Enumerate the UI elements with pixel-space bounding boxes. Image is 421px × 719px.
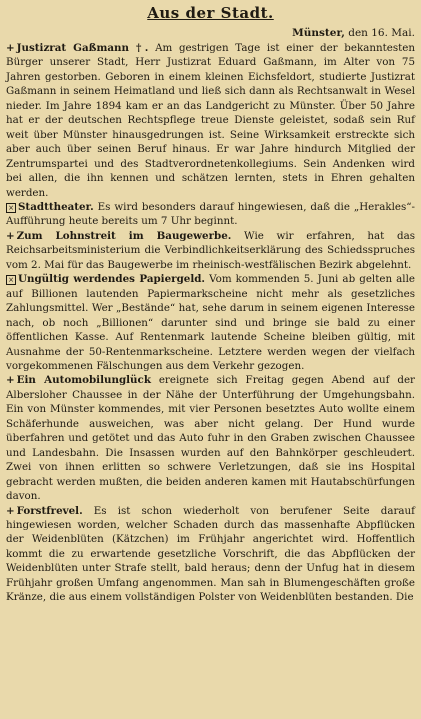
article-marker: + bbox=[6, 229, 15, 242]
article-heading: Ein Automobilunglück bbox=[16, 374, 151, 387]
dateline bbox=[6, 26, 415, 40]
article-marker: + bbox=[6, 374, 15, 387]
article-heading: Ungültig werdendes Papiergeld. bbox=[18, 273, 206, 286]
article-heading: Forstfrevel. bbox=[16, 504, 83, 517]
article-heading: Stadttheater. bbox=[18, 200, 94, 213]
section-title bbox=[6, 4, 415, 22]
section-title-text: Aus der Stadt. bbox=[147, 4, 274, 22]
article-stadttheater bbox=[6, 200, 415, 229]
dateline-date: den 16. Mai. bbox=[348, 27, 415, 39]
article-body: Am gestrigen Tage ist einer der bekanntesten Bürger unserer Stadt, Herr Justizrat Eduard Gaßmann, im Alter von 75 Jahren gestorben. Geboren in einem kleinen Eichsfeldort, studierte Justizrat Gaßmann in seinem Heimatland und ließ sich dann als Rechtsanwalt in Wesel nieder. Im Jahre 1894 kam er an das Landgericht zu Münster. Über 50 Jahre hat er der deutschen Rechtspflege treue Dienste geleistet, sodaß sein Ruf weit über Münster hinausgedrungen ist. Seine Wirksamkeit erstreckte sich aber auch über seinen Beruf hinaus. Er war Jahre hindurch Mitglied der Zentrumspartei und des Stadtverordnetenkollegiums. Sein Andenken wird bei allen, die ihn kennen und schätzen lernten, stets in Ehren gehalten werden. bbox=[6, 42, 415, 199]
article-heading: Zum Lohnstreit im Baugewerbe. bbox=[16, 229, 232, 242]
article-body: Wie wir erfahren, hat das Reichsarbeitsministerium die Verbindlichkeitserklärung des Schiedsspruches vom 2. Mai für das Baugewerbe im rheinisch-westfälischen Bezirk abgelehnt. bbox=[6, 229, 415, 271]
article-automobilunglueck bbox=[6, 373, 415, 503]
article-forstfrevel bbox=[6, 504, 415, 605]
article-body: Es ist schon wiederholt von berufener Seite darauf hingewiesen worden, welcher Schaden durch das massenhafte Abpflücken der Weidenblüten (Kätzchen) im Frühjahr angerichtet wird. Hoffentlich kommt die zu erwartende gesetzliche Vorschrift, die das Abpflücken der Weidenblüten unter Strafe stellt, bald heraus; denn der Unfug hat in diesem Frühjahr großen Umfang angenommen. Man sah in Blumengeschäften große Kränze, die aus einem vollständigen Polster von Weidenblüten bestanden. Die bbox=[6, 504, 415, 604]
article-body: ereignete sich Freitag gegen Abend auf der Albersloher Chaussee in der Nähe der Unterführung der Umgehungsbahn. Ein von Münster kommendes, mit vier Personen besetztes Auto wollte einem Schäferhunde ausweichen, was aber nicht gelang. Der Hund wurde überfahren und getötet und das Auto fuhr in den Graben zwischen Chaussee und Landesbahn. Die Insassen wurden auf den Bahnkörper geschleudert. Zwei von ihnen erlitten so schwere Verletzungen, daß sie ins Hospital gebracht werden mußten, die beiden anderen kamen mit Hautabschürfungen davon. bbox=[6, 374, 415, 503]
boxed-cross-icon: × bbox=[6, 275, 16, 285]
article-papiergeld bbox=[6, 272, 415, 373]
article-body: Es wird besonders darauf hingewiesen, daß die „Herakles“-Aufführung heute bereits um 7 Uhr beginnt. bbox=[6, 200, 415, 228]
article-heading: Justizrat Gaßmann †. bbox=[16, 42, 149, 54]
article-lohnstreit bbox=[6, 229, 415, 272]
article-marker: + bbox=[6, 42, 15, 54]
dateline-city: Münster, bbox=[292, 27, 345, 39]
article-body: Vom kommenden 5. Juni ab gelten alle auf Billionen lautenden Papiermarkscheine nicht mehr als gesetzliches Zahlungsmittel. Wer „Bestände“ hat, sehe darum in seinem eigenen Interesse nach, ob noch „Billionen“ darunter sind und bringe sie bald zu einer öffentlichen Kasse. Auf Rentenmark lautende Scheine bleiben gültig, mit Ausnahme der 50-Rentenmarkscheine. Letztere werden wegen der vielfach vorgekommenen Fälschungen aus dem Verkehr gezogen. bbox=[6, 273, 415, 372]
article-gassmann bbox=[6, 41, 415, 200]
boxed-cross-icon: × bbox=[6, 203, 16, 213]
article-marker: + bbox=[6, 504, 15, 517]
